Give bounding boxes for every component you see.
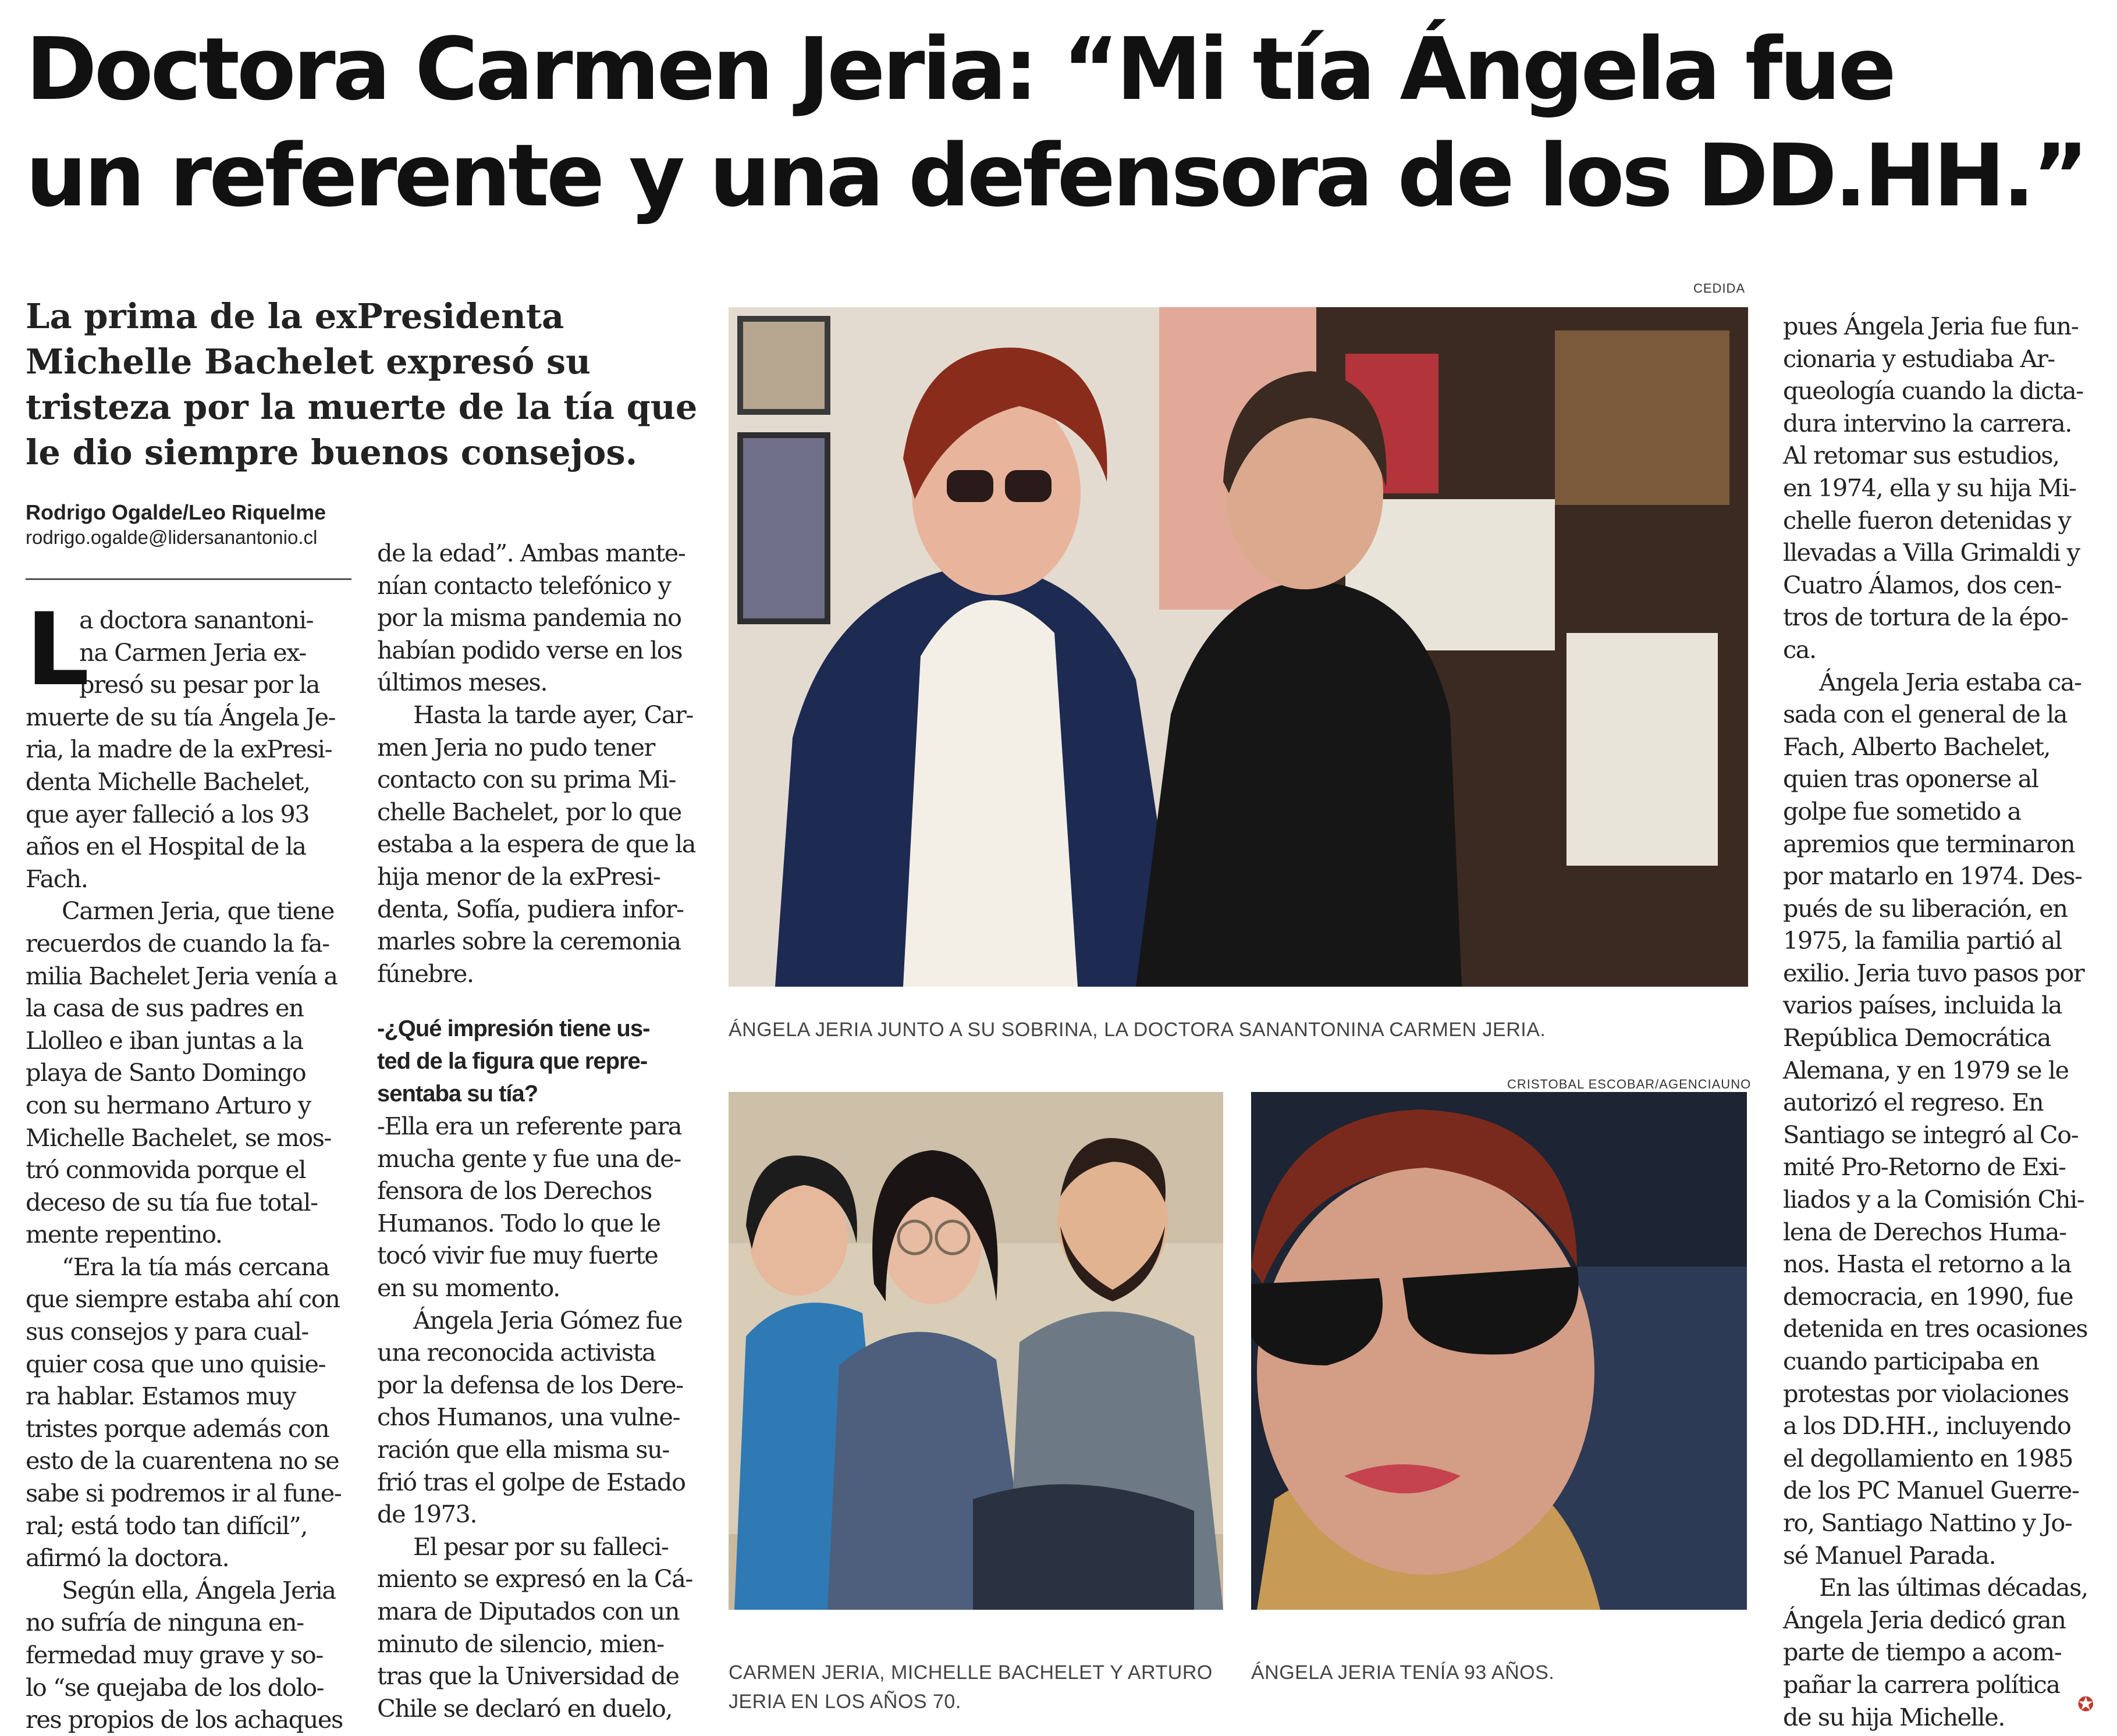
body-line: dura intervino la carrera. bbox=[1783, 408, 2072, 437]
interview-question: -¿Qué impresión tiene us- bbox=[377, 1016, 650, 1042]
lead-paragraph bbox=[26, 294, 698, 475]
interview-question: ted de la figura que repre- bbox=[377, 1048, 648, 1074]
body-line: de la edad”. Ambas mante- bbox=[377, 539, 685, 567]
family-photo bbox=[729, 1092, 1223, 1610]
body-line: a doctora sanantoni- bbox=[79, 606, 314, 634]
body-line: chos Humanos, una vulne- bbox=[377, 1403, 680, 1432]
main-photo bbox=[729, 307, 1748, 987]
body-line: men Jeria no pudo tener bbox=[377, 732, 655, 762]
headline bbox=[26, 16, 2097, 229]
lead-line: Michelle Bachelet expresó su bbox=[26, 341, 591, 382]
body-line: Chile se declaró en duelo, bbox=[377, 1694, 673, 1723]
body-line: ración que ella misma su- bbox=[377, 1435, 669, 1464]
body-line: minuto de silencio, mien- bbox=[377, 1629, 664, 1658]
body-line: mucha gente y fue una de- bbox=[377, 1144, 681, 1173]
body-line: deceso de su tía fue total- bbox=[26, 1187, 318, 1216]
family-photo-illustration bbox=[729, 1092, 1223, 1610]
body-line: por matarlo en 1974. Des- bbox=[1783, 862, 2082, 891]
body-line: en su momento. bbox=[377, 1273, 560, 1303]
body-line: mité Pro-Retorno de Exi- bbox=[1783, 1152, 2066, 1182]
body-line: Al retomar sus estudios, bbox=[1783, 441, 2059, 470]
body-line: ria, la madre de la exPresi- bbox=[26, 735, 332, 764]
body-line: En las últimas décadas, bbox=[1819, 1573, 2088, 1602]
body-line: lo “se quejaba de los dolo- bbox=[26, 1673, 324, 1702]
body-line: con su hermano Arturo y bbox=[26, 1090, 311, 1119]
body-line: por la misma pandemia no bbox=[377, 603, 681, 632]
portrait-photo-caption: ÁNGELA JERIA TENÍA 93 AÑOS. bbox=[1251, 1662, 1555, 1684]
body-column-1 bbox=[26, 591, 351, 1736]
body-line: fermedad muy grave y so- bbox=[26, 1641, 323, 1669]
portrait-photo-illustration bbox=[1251, 1092, 1747, 1610]
body-line: de 1973. bbox=[377, 1500, 477, 1529]
body-line: fúnebre. bbox=[377, 959, 474, 988]
body-line: que siempre estaba ahí con bbox=[26, 1285, 340, 1314]
body-line: miento se expresó en la Cá- bbox=[377, 1564, 692, 1593]
body-line: sé Manuel Parada. bbox=[1783, 1541, 1996, 1570]
spacer bbox=[377, 990, 694, 1013]
body-line: recuerdos de cuando la fa- bbox=[26, 929, 329, 958]
byline-email[interactable]: rodrigo.ogalde@lidersanantonio.cl bbox=[26, 527, 318, 548]
body-line: pues Ángela Jeria fue fun- bbox=[1783, 312, 2079, 340]
body-line: República Democrática bbox=[1783, 1023, 2051, 1052]
body-line: playa de Santo Domingo bbox=[26, 1058, 306, 1087]
body-line: una reconocida activista bbox=[377, 1338, 656, 1367]
lead-line: tristeza por la muerte de la tía que bbox=[26, 387, 698, 427]
body-line: Llolleo e iban juntas a la bbox=[26, 1026, 303, 1055]
main-photo-caption: ÁNGELA JERIA JUNTO A SU SOBRINA, LA DOCTORA SANANTONINA CARMEN JERIA. bbox=[729, 1019, 1546, 1041]
body-line: a los DD.HH., incluyendo bbox=[1783, 1411, 2071, 1440]
interview-question: sentaba su tía? bbox=[377, 1080, 538, 1107]
end-of-article-star-icon: ✪ bbox=[2077, 1693, 2094, 1716]
photo-credit-main: CEDIDA bbox=[1693, 281, 1746, 296]
body-line: 1975, la familia partió al bbox=[1783, 926, 2062, 955]
body-line: muerte de su tía Ángela Je- bbox=[26, 702, 336, 731]
body-line: Hasta la tarde ayer, Car- bbox=[413, 700, 693, 729]
body-line: cionaria y estudiaba Ar- bbox=[1783, 344, 2055, 373]
headline-line-2: un referente y una defensora de los DD.HH.” bbox=[26, 126, 2086, 226]
body-line: esto de la cuarentena no se bbox=[26, 1446, 339, 1475]
body-line: autorizó el regreso. En bbox=[1783, 1088, 2044, 1117]
body-line: mara de Diputados con un bbox=[377, 1597, 680, 1625]
body-line: mente repentino. bbox=[26, 1220, 222, 1249]
body-line: exilio. Jeria tuvo pasos por bbox=[1783, 958, 2084, 987]
dropcap-paragraph bbox=[26, 591, 351, 708]
body-line: Carmen Jeria, que tiene bbox=[62, 897, 334, 926]
body-line: pañar la carrera política bbox=[1783, 1670, 2060, 1699]
body-line: Michelle Bachelet, se mos- bbox=[26, 1123, 331, 1152]
body-line: Humanos. Todo lo que le bbox=[377, 1208, 660, 1237]
body-line: tocó vivir fue muy fuerte bbox=[377, 1241, 658, 1270]
body-line: habían podido verse en los bbox=[377, 635, 683, 664]
family-caption-line: JERIA EN LOS AÑOS 70. bbox=[729, 1691, 961, 1713]
family-photo-caption bbox=[729, 1658, 1213, 1716]
body-line: no sufría de ninguna en- bbox=[26, 1608, 304, 1637]
body-line: ro, Santiago Nattino y Jo- bbox=[1783, 1508, 2072, 1537]
body-line: quien tras oponerse al bbox=[1783, 764, 2038, 794]
body-line: tros de tortura de la épo- bbox=[1783, 603, 2068, 632]
body-line: golpe fue sometido a bbox=[1783, 796, 2021, 826]
body-line: la casa de sus padres en bbox=[26, 994, 304, 1023]
body-line: parte de tiempo a acom- bbox=[1783, 1638, 2062, 1667]
body-line: ca. bbox=[1783, 635, 1816, 664]
body-line: protestas por violaciones bbox=[1783, 1379, 2069, 1408]
body-line: apremios que terminaron bbox=[1783, 829, 2075, 858]
byline-authors: Rodrigo Ogalde/Leo Riquelme bbox=[26, 500, 326, 524]
body-line: años en el Hospital de la bbox=[26, 832, 306, 861]
body-line: El pesar por su falleci- bbox=[413, 1532, 669, 1561]
body-line: Según ella, Ángela Jeria bbox=[62, 1575, 336, 1605]
body-line: Ángela Jeria Gómez fue bbox=[413, 1305, 683, 1335]
body-line: que ayer falleció a los 93 bbox=[26, 799, 310, 828]
body-line: ra hablar. Estamos muy bbox=[26, 1382, 296, 1411]
body-line: res propios de los achaques bbox=[26, 1705, 343, 1734]
body-line: últimos meses. bbox=[377, 668, 548, 697]
body-line: en 1974, ella y su hija Mi- bbox=[1783, 473, 2076, 502]
lead-line: La prima de la exPresidenta bbox=[26, 296, 564, 336]
body-line: quier cosa que uno quisie- bbox=[26, 1349, 326, 1378]
family-caption-line: CARMEN JERIA, MICHELLE BACHELET Y ARTURO bbox=[729, 1662, 1213, 1684]
body-line: de su hija Michelle. bbox=[1783, 1702, 2005, 1731]
body-line: tró conmovida porque el bbox=[26, 1155, 306, 1184]
headline-line-1: Doctora Carmen Jeria: “Mi tía Ángela fue bbox=[26, 19, 1894, 119]
body-line: queología cuando la dicta- bbox=[1783, 376, 2083, 405]
body-line: Ángela Jeria estaba ca- bbox=[1819, 667, 2082, 696]
body-line: lena de Derechos Huma- bbox=[1783, 1217, 2066, 1246]
body-line: nos. Hasta el retorno a la bbox=[1783, 1250, 2072, 1279]
body-line: sus consejos y para cual- bbox=[26, 1317, 308, 1346]
body-line: denta Michelle Bachelet, bbox=[26, 767, 310, 796]
body-line: -Ella era un referente para bbox=[377, 1112, 682, 1141]
byline-divider bbox=[26, 578, 351, 580]
body-line: chelle Bachelet, por lo que bbox=[377, 797, 681, 826]
body-line: liados y a la Comisión Chi- bbox=[1783, 1185, 2084, 1214]
body-column-2 bbox=[377, 537, 694, 1724]
body-line: Ángela Jeria dedicó gran bbox=[1783, 1605, 2066, 1634]
body-line: chelle fueron detenidas y bbox=[1783, 506, 2071, 535]
byline bbox=[26, 499, 386, 550]
dropcap: L bbox=[26, 591, 89, 708]
body-line: Cuatro Álamos, dos cen- bbox=[1783, 570, 2062, 599]
photo-credit-portrait: CRISTOBAL ESCOBAR/AGENCIAUNO bbox=[1507, 1077, 1752, 1091]
body-line: por la defensa de los Dere- bbox=[377, 1370, 683, 1399]
body-line: na Carmen Jeria ex- bbox=[79, 638, 306, 667]
body-line: de los PC Manuel Guerre- bbox=[1783, 1476, 2079, 1505]
portrait-photo bbox=[1251, 1092, 1747, 1610]
body-line: nían contacto telefónico y bbox=[377, 571, 671, 600]
body-line: sabe si podremos ir al fune- bbox=[26, 1479, 342, 1508]
body-line: varios países, incluida la bbox=[1783, 991, 2062, 1020]
body-line: milia Bachelet Jeria venía a bbox=[26, 961, 338, 990]
body-line: sada con el general de la bbox=[1783, 700, 2067, 729]
body-line: ral; está todo tan difícil”, bbox=[26, 1511, 307, 1540]
body-line: Santiago se integró al Co- bbox=[1783, 1120, 2079, 1149]
body-line: denta, Sofía, pudiera infor- bbox=[377, 894, 684, 923]
body-line: presó su pesar por la bbox=[79, 670, 319, 699]
body-line: Fach. bbox=[26, 864, 88, 893]
body-line: frió tras el golpe de Estado bbox=[377, 1467, 685, 1496]
body-line: el degollamiento en 1985 bbox=[1783, 1443, 2073, 1472]
body-line: hija menor de la exPresi- bbox=[377, 862, 660, 891]
body-line: afirmó la doctora. bbox=[26, 1543, 229, 1573]
body-line: Fach, Alberto Bachelet, bbox=[1783, 732, 2051, 761]
body-line: Alemana, y en 1979 se le bbox=[1783, 1055, 2069, 1084]
body-line: llevadas a Villa Grimaldi y bbox=[1783, 538, 2080, 567]
body-line: estaba a la espera de que la bbox=[377, 830, 696, 859]
body-line: tras que la Universidad de bbox=[377, 1662, 679, 1691]
body-line: pués de su liberación, en bbox=[1783, 894, 2068, 923]
body-line: contacto con su prima Mi- bbox=[377, 765, 676, 794]
body-line: detenida en tres ocasiones bbox=[1783, 1314, 2088, 1343]
body-line: fensora de los Derechos bbox=[377, 1176, 652, 1205]
body-line: democracia, en 1990, fue bbox=[1783, 1282, 2073, 1311]
main-photo-illustration bbox=[729, 307, 1748, 987]
body-column-3 bbox=[1783, 310, 2106, 1733]
body-line: cuando participaba en bbox=[1783, 1347, 2039, 1375]
lead-line: le dio siempre buenos consejos. bbox=[26, 432, 638, 472]
body-line: tristes porque además con bbox=[26, 1414, 329, 1443]
body-line: “Era la tía más cercana bbox=[62, 1252, 329, 1281]
body-line: marles sobre la ceremonia bbox=[377, 927, 681, 956]
